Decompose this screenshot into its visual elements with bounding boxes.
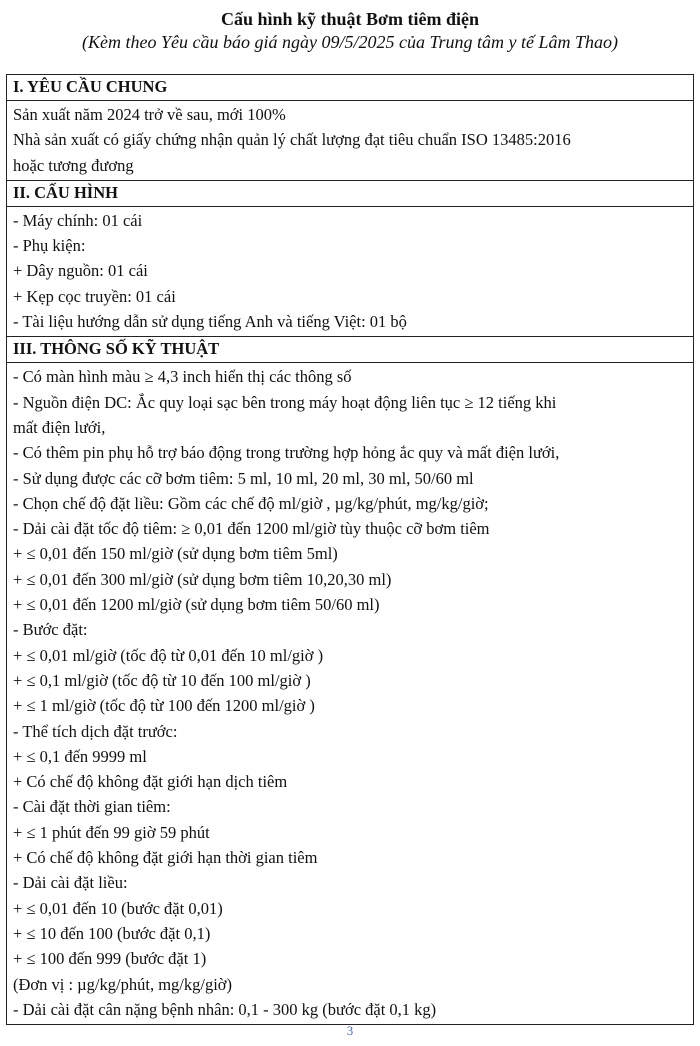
- spec-line: - Bước đặt:: [13, 620, 88, 640]
- spec-line: + ≤ 10 đến 100 (bước đặt 0,1): [13, 923, 211, 943]
- spec-line: + ≤ 0,01 đến 1200 ml/giờ (sử dụng bơm tiêm 50/60 ml): [13, 595, 380, 615]
- spec-line: mất điện lưới,: [13, 417, 106, 437]
- spec-line: + ≤ 0,01 ml/giờ (tốc độ từ 0,01 đến 10 ml/giờ ): [13, 645, 324, 665]
- spec-line: - Có thêm pin phụ hỗ trợ báo động trong trường hợp hỏng ắc quy và mất điện lưới,: [13, 443, 560, 463]
- spec-line: - Có màn hình màu ≥ 4,3 inch hiển thị các thông số: [13, 367, 352, 387]
- spec-line: + ≤ 100 đến 999 (bước đặt 1): [13, 949, 207, 969]
- spec-line: + ≤ 1 phút đến 99 giờ 59 phút: [13, 822, 210, 842]
- section-1-heading-row: [7, 75, 694, 101]
- spec-line: + ≤ 0,01 đến 10 (bước đặt 0,01): [13, 898, 223, 918]
- section-2-body-row: [7, 206, 694, 336]
- document-title: Cấu hình kỹ thuật Bơm tiêm điện: [220, 9, 480, 29]
- spec-line: - Thể tích dịch đặt trước:: [13, 721, 178, 741]
- section-1-body-row: [7, 101, 694, 181]
- spec-line: - Phụ kiện:: [13, 236, 86, 256]
- spec-line: (Đơn vị : µg/kg/phút, mg/kg/giờ): [13, 974, 232, 994]
- section-heading-configuration: II. CẤU HÌNH: [7, 180, 694, 206]
- spec-line: - Dải cài đặt cân nặng bệnh nhân: 0,1 - 300 kg (bước đặt 0,1 kg): [13, 999, 437, 1019]
- section-heading-general: I. YÊU CẦU CHUNG: [7, 75, 694, 101]
- spec-line: Nhà sản xuất có giấy chứng nhận quản lý chất lượng đạt tiêu chuẩn ISO 13485:2016: [13, 130, 571, 150]
- section-body-technical-specs: [7, 363, 694, 1025]
- spec-line: - Dải cài đặt liều:: [13, 873, 128, 893]
- section-3-heading-row: [7, 337, 694, 363]
- spec-line: + ≤ 0,01 đến 150 ml/giờ (sử dụng bơm tiêm 5ml): [13, 544, 338, 564]
- section-2-heading-row: [7, 180, 694, 206]
- document-subtitle: (Kèm theo Yêu cầu báo giá ngày 09/5/2025 của Trung tâm y tế Lâm Thao): [82, 32, 618, 52]
- spec-line: + ≤ 0,1 đến 9999 ml: [13, 746, 147, 766]
- spec-line: - Dải cài đặt tốc độ tiêm: ≥ 0,01 đến 1200 ml/giờ tùy thuộc cỡ bơm tiêm: [13, 519, 490, 539]
- spec-line: + ≤ 0,1 ml/giờ (tốc độ từ 10 đến 100 ml/giờ ): [13, 670, 311, 690]
- spec-line: Sản xuất năm 2024 trở về sau, mới 100%: [13, 105, 286, 124]
- spec-line: + ≤ 1 ml/giờ (tốc độ từ 100 đến 1200 ml/giờ ): [13, 696, 315, 716]
- spec-line: + ≤ 0,01 đến 300 ml/giờ (sử dụng bơm tiêm 10,20,30 ml): [13, 569, 392, 589]
- spec-line: - Cài đặt thời gian tiêm:: [13, 797, 171, 817]
- spec-line: - Sử dụng được các cỡ bơm tiêm: 5 ml, 10 ml, 20 ml, 30 ml, 50/60 ml: [13, 468, 474, 488]
- spec-line: + Có chế độ không đặt giới hạn dịch tiêm: [13, 772, 288, 792]
- section-body-general: [7, 101, 694, 181]
- spec-line: + Kẹp cọc truyền: 01 cái: [13, 286, 176, 306]
- spec-table: [6, 74, 694, 1025]
- spec-line: - Chọn chế độ đặt liều: Gồm các chế độ ml/giờ , µg/kg/phút, mg/kg/giờ;: [13, 493, 489, 513]
- section-heading-technical-specs: III. THÔNG SỐ KỸ THUẬT: [7, 337, 694, 363]
- section-3-body-row: [7, 363, 694, 1025]
- page-number: 3: [346, 1023, 354, 1038]
- spec-line: - Máy chính: 01 cái: [13, 210, 143, 230]
- spec-line: + Có chế độ không đặt giới hạn thời gian tiêm: [13, 848, 318, 868]
- spec-line: - Nguồn điện DC: Ắc quy loại sạc bên trong máy hoạt động liên tục ≥ 12 tiếng khi: [13, 392, 557, 412]
- section-body-configuration: [7, 206, 694, 336]
- spec-line: - Tài liệu hướng dẫn sử dụng tiếng Anh và tiếng Việt: 01 bộ: [13, 312, 407, 332]
- spec-line: + Dây nguồn: 01 cái: [13, 261, 148, 281]
- spec-line: hoặc tương đương: [13, 155, 134, 175]
